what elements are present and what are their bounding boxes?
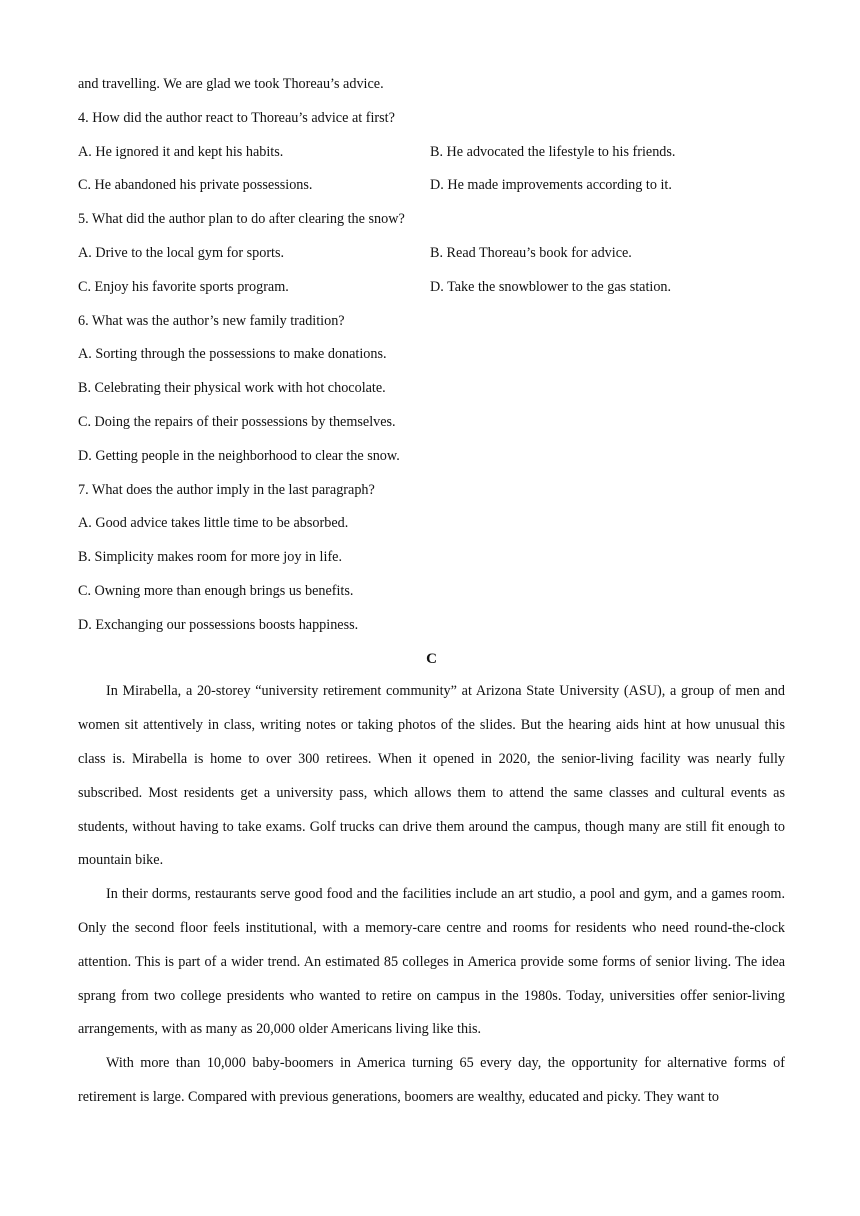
question-6-option-a: A. Sorting through the possessions to make donations. (78, 346, 387, 363)
question-4-option-c: C. He abandoned his private possessions. (78, 177, 313, 194)
question-6-option-d: D. Getting people in the neighborhood to clear the snow. (78, 447, 400, 464)
question-5-option-d: D. Take the snowblower to the gas station. (430, 278, 672, 295)
question-7-option-c: C. Owning more than enough brings us benefits. (78, 582, 354, 599)
question-7-option-d: D. Exchanging our possessions boosts happiness. (78, 616, 359, 633)
question-4-option-b: B. He advocated the lifestyle to his friends. (430, 143, 676, 160)
section-c-paragraph-2: In their dorms, restaurants serve good food and the facilities include an art studio, a pool and gym, and a games room. Only the second floor feels institutional, with a memory-care centre and rooms for residents who need round-the-clock attention. This is part of a wider trend. An estimated 85 colleges in America provide some forms of senior living. The idea sprang from two college presidents who wanted to retire on campus in the 1980s. Today, universities offer senior-living arrangements, with as many as 20,000 older Americans living like this. (78, 886, 785, 1038)
question-4-option-a: A. He ignored it and kept his habits. (78, 143, 284, 160)
question-5-option-c: C. Enjoy his favorite sports program. (78, 278, 289, 295)
intro-line: and travelling. We are glad we took Thoreau’s advice. (78, 76, 384, 92)
question-7-option-a: A. Good advice takes little time to be absorbed. (78, 515, 349, 532)
question-6-option-b: B. Celebrating their physical work with hot chocolate. (78, 380, 386, 397)
question-4-options-row-1 (78, 140, 785, 174)
question-5-options-row-2 (78, 275, 785, 309)
question-4-option-d: D. He made improvements according to it. (430, 177, 672, 194)
section-c-paragraph-1: In Mirabella, a 20-storey “university retirement community” at Arizona State University (ASU), a group of men and women sit attentively in class, writing notes or taking photos of the slides. But the hearing aids hint at how unusual this class is. Mirabella is home to over 300 retirees. When it opened in 2020, the senior-living facility was nearly fully subscribed. Most residents get a university pass, which allows them to attend the same classes and cultural events as students, without having to take exams. Golf trucks can drive them around the campus, though many are still fit enough to mountain bike. (78, 683, 785, 869)
question-5-options-row-1 (78, 241, 785, 275)
question-5-stem: 5. What did the author plan to do after clearing the snow? (78, 211, 405, 228)
question-4-options-row-2 (78, 173, 785, 207)
question-6-option-c: C. Doing the repairs of their possessions by themselves. (78, 413, 396, 430)
question-4-stem: 4. How did the author react to Thoreau’s advice at first? (78, 109, 395, 126)
question-5-option-b: B. Read Thoreau’s book for advice. (430, 244, 632, 261)
question-7-stem: 7. What does the author imply in the last paragraph? (78, 481, 375, 498)
question-7-option-b: B. Simplicity makes room for more joy in life. (78, 549, 343, 566)
question-6-stem: 6. What was the author’s new family tradition? (78, 312, 345, 329)
document-page (78, 72, 785, 1120)
section-c-paragraph-3: With more than 10,000 baby-boomers in America turning 65 every day, the opportunity for alternative forms of retirement is large. Compared with previous generations, boomers are wealthy, educated and picky. They want to (78, 1055, 785, 1105)
section-c-heading: C (426, 650, 437, 667)
question-5-option-a: A. Drive to the local gym for sports. (78, 244, 285, 261)
